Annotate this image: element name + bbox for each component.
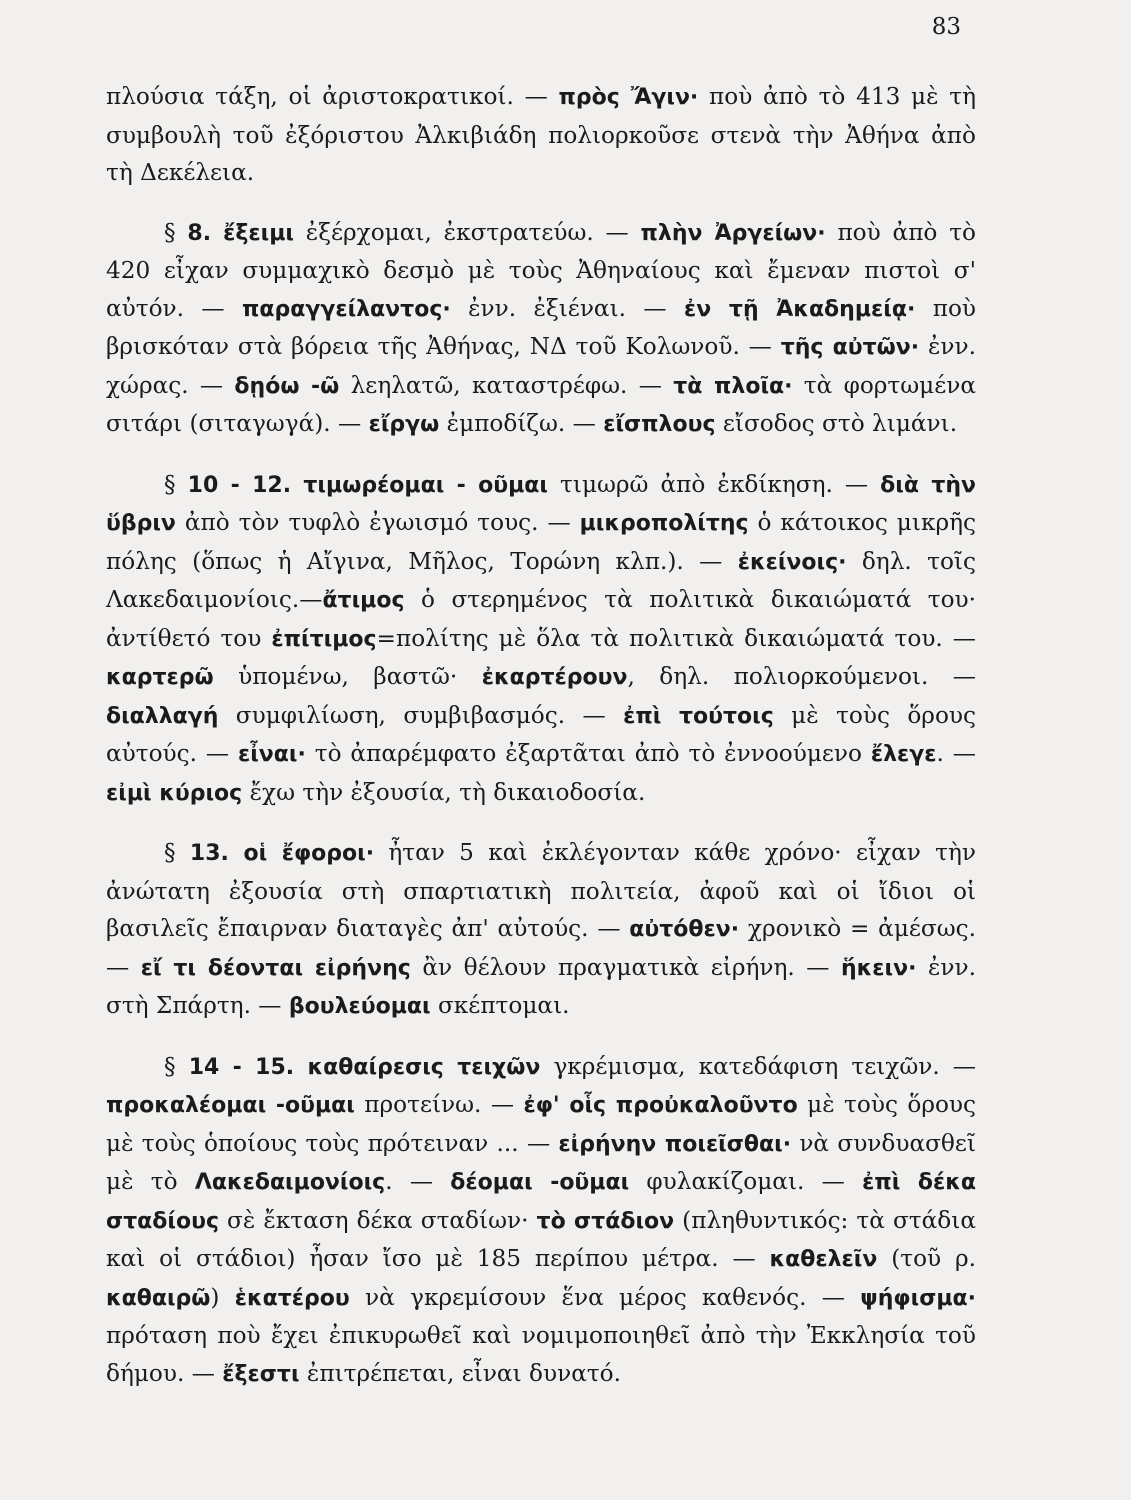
lemma: 8. ἔξειμι <box>187 220 294 246</box>
lemma: δῃόω -ῶ <box>234 373 340 399</box>
gloss-text: τὸ ἀπαρέμφατο ἐξαρτᾶται ἀπὸ τὸ ἐννοούμενο <box>305 740 871 767</box>
gloss-text: ἐμποδίζω. — <box>439 410 604 437</box>
gloss-text: ποὺ βρισκόταν στὰ βόρεια τῆς Ἀθήνας, ΝΔ τοῦ Κολωνοῦ. — <box>106 294 976 360</box>
lemma: ἥκειν· <box>840 955 917 981</box>
lemma: παραγγείλαντος· <box>241 296 451 322</box>
paragraph <box>106 466 976 813</box>
gloss-text: ὁ κάτοικος μικρῆς πόλης (ὅπως ἡ Αἴγινα, Μῆλος, Τορώνη κλπ.). — <box>106 509 976 575</box>
gloss-text: τιμωρῶ ἀπὸ ἐκδίκηση. — <box>547 470 881 498</box>
gloss-text: ποὺ ἀπὸ τὸ 420 εἶχαν συμμαχικὸ δεσμὸ μὲ τοὺς Ἀθηναίους καὶ ἔμεναν πιστοὶ σ' αὐτόν. — <box>106 218 976 322</box>
paragraph <box>106 1048 976 1394</box>
gloss-text: . — <box>936 740 976 767</box>
lemma: 13. οἱ ἔφοροι· <box>189 841 375 866</box>
gloss-text: συμφιλίωση, συμβιβασμός. — <box>218 701 624 729</box>
gloss-text: ἐνν. χώρας. — <box>106 333 976 399</box>
gloss-text: ἐξέρχομαι, ἐκστρατεύω. — <box>293 218 641 246</box>
lemma: 10 - 12. τιμωρέομαι - οῦμαι <box>187 472 548 498</box>
lemma: μικροπολίτης <box>579 511 749 536</box>
lemma: καθελεῖν <box>769 1247 878 1272</box>
lemma: καρτερῶ <box>106 665 214 690</box>
lemma: ἑκατέρου <box>234 1285 350 1311</box>
lemma: 14 - 15. καθαίρεσις τειχῶν <box>188 1054 541 1080</box>
gloss-text: ὁ στερημένος τὰ πολιτικὰ δικαιώματά του· ἀντίθετό του <box>106 586 976 652</box>
lemma: ἐπὶ δέκα σταδίους <box>106 1170 976 1234</box>
lemma: εἶναι· <box>237 742 306 767</box>
gloss-text: ἔχω τὴν ἐξουσία, τὴ δικαιοδοσία. <box>242 778 646 806</box>
gloss-text: φυλακίζομαι. — <box>629 1168 863 1195</box>
gloss-text: § <box>164 470 188 498</box>
lemma: πλὴν Ἀργείων· <box>640 220 826 246</box>
lemma: εἰμὶ κύριος <box>106 780 243 806</box>
gloss-text: ἐνν. στὴ Σπάρτη. — <box>106 953 976 1019</box>
paragraph <box>106 214 976 444</box>
gloss-text: , δηλ. πολιορκούμενοι. — <box>627 663 976 690</box>
lemma: ἐκαρτέρουν <box>481 665 628 690</box>
paragraph <box>106 78 976 192</box>
lemma: πρὸς Ἄγιν· <box>558 85 699 110</box>
gloss-text: μὲ τοὺς ὅρους αὐτούς. — <box>106 701 976 767</box>
lemma: εἴ τι δέονται εἰρήνης <box>140 955 411 981</box>
lemma: εἴσπλους <box>603 412 716 437</box>
gloss-text: πρόταση ποὺ ἔχει ἐπικυρωθεῖ καὶ νομιμοποιηθεῖ ἀπὸ τὴν Ἐκκλησία τοῦ δήμου. — <box>106 1322 976 1387</box>
lemma: βουλεύομαι <box>288 994 431 1019</box>
page-number: 83 <box>931 14 961 40</box>
paragraph <box>106 834 976 1026</box>
lemma: δέομαι -οῦμαι <box>450 1170 630 1195</box>
lemma: ἐν τῇ Ἀκαδημείᾳ· <box>684 296 916 322</box>
lemma: ἄτιμος <box>322 588 405 613</box>
text-column <box>106 78 976 1393</box>
lemma: διὰ τὴν ὕβριν <box>106 472 977 536</box>
lemma: ἐπὶ τούτοις <box>623 703 774 729</box>
lemma: Λακεδαιμονίοις <box>194 1170 386 1195</box>
gloss-text: χρονικὸ = ἀμέσως. — <box>106 915 976 981</box>
lemma: ἔξεστι <box>222 1361 300 1387</box>
lemma: τὸ στάδιον <box>536 1208 675 1234</box>
lemma: τῆς αὐτῶν· <box>780 335 920 360</box>
gloss-text: =πολίτης μὲ ὅλα τὰ πολιτικὰ δικαιώματά του. — <box>376 624 976 652</box>
lemma: ἐκείνοις· <box>737 549 847 575</box>
lemma: εἴργω <box>368 412 440 437</box>
lemma: διαλλαγή <box>106 703 219 729</box>
lemma: ἔλεγε <box>870 742 937 767</box>
gloss-text: εἴσοδος στὸ λιμάνι. <box>715 410 958 437</box>
gloss-text: ἂν θέλουν πραγματικὰ εἰρήνη. — <box>410 953 841 981</box>
gloss-text: τὰ φορτωμένα σιτάρι (σιταγωγά). — <box>106 371 977 437</box>
gloss-text: νὰ γκρεμίσουν ἕνα μέρος καθενός. — <box>349 1283 861 1311</box>
gloss-text: (πληθυντικός: τὰ στάδια καὶ οἱ στάδιοι) ἦσαν ἴσο μὲ 185 περίπου μέτρα. — <box>106 1206 976 1272</box>
lemma: καθαιρῶ <box>106 1285 211 1311</box>
lemma: προκαλέομαι -οῦμαι <box>106 1093 355 1118</box>
gloss-text: ) <box>210 1283 235 1311</box>
gloss-text: λεηλατῶ, καταστρέφω. — <box>339 371 674 399</box>
gloss-text: δηλ. τοῖς Λακεδαιμονίοις.— <box>106 547 976 613</box>
gloss-text: σκέπτομαι. <box>430 992 570 1019</box>
lemma: ἐφ' οἷς προὐκαλοῦντο <box>523 1093 798 1118</box>
gloss-text: § <box>164 1052 189 1080</box>
gloss-text: ποὺ ἀπὸ τὸ 413 μὲ τὴ συμβουλὴ τοῦ ἐξόριστου Ἀλκιβιάδη πολιορκοῦσε στενὰ τὴν Ἀθήνα ἀπὸ τὴ Δεκέλεια. <box>106 83 977 186</box>
lemma: τὰ πλοῖα· <box>673 373 793 399</box>
gloss-text: σὲ ἔκταση δέκα σταδίων· <box>219 1206 537 1234</box>
gloss-text: § <box>164 839 190 866</box>
gloss-text: νὰ συνδυασθεῖ μὲ τὸ <box>106 1129 977 1195</box>
gloss-text: προτείνω. — <box>354 1091 524 1118</box>
gloss-text: μὲ τοὺς ὅρους μὲ τοὺς ὁποίους τοὺς πρότειναν ... — <box>106 1091 976 1157</box>
gloss-text: ἐνν. ἐξιέναι. — <box>450 294 684 322</box>
lemma: ἐπίτιμος <box>271 626 377 652</box>
gloss-text: ὑπομένω, βαστῶ· <box>213 663 482 690</box>
gloss-text: πλούσια τάξη, οἱ ἀριστοκρατικοί. — <box>106 83 559 110</box>
gloss-text: (τοῦ ρ. <box>877 1245 976 1272</box>
gloss-text: ἐπιτρέπεται, εἶναι δυνατό. <box>299 1359 622 1387</box>
gloss-text: ἦταν 5 καὶ ἐκλέγονταν κάθε χρόνο· εἶχαν τὴν ἀνώτατη ἐξουσία στὴ σπαρτιατικὴ πολιτεία, ἀφοῦ καὶ οἱ ἴδιοι οἱ βασιλεῖς ἔπαιρναν διαταγὲς ἀπ' αὐτούς. — <box>106 839 976 942</box>
lemma: εἰρήνην ποιεῖσθαι· <box>558 1131 792 1157</box>
lemma: αὐτόθεν· <box>629 917 740 942</box>
gloss-text: γκρέμισμα, κατεδάφιση τειχῶν. — <box>540 1052 976 1080</box>
gloss-text: . — <box>385 1168 451 1195</box>
lemma: ψήφισμα· <box>860 1285 976 1311</box>
gloss-text: § <box>164 218 188 246</box>
gloss-text: ἀπὸ τὸν τυφλὸ ἐγωισμό τους. — <box>175 509 580 536</box>
